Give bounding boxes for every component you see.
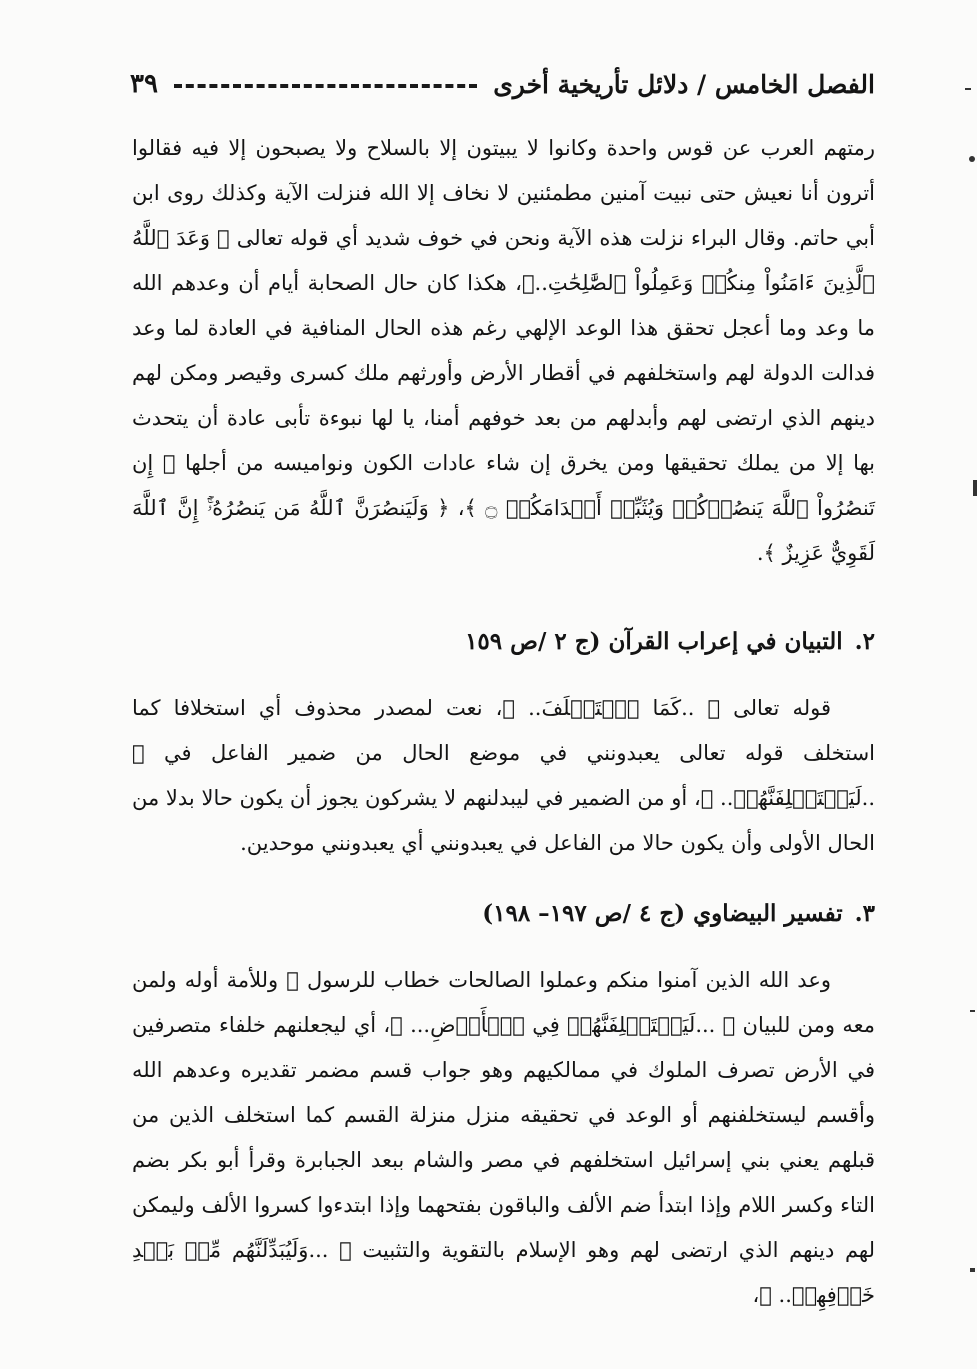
paragraph-2-text: قوله تعالى ﴿ ..كَمَا ٱسۡتَخۡلَفَ.. ﴾، نعت لمصدر محذوف أي استخلافا كما استخلف قوله تعالى يعبدونني في موضع الحال من ضمير الفاعل في ﴿ ..لَيَسۡتَخۡلِفَنَّهُمۡ.. ﴾، أو من الضمير في ليبدلنهم لا يشركون يجوز أن يكون حالا بدلا من الحال الأولى وأن يكون حالا من الفاعل في يعبدونني أي يعبدونني موحدين. <box>132 696 875 855</box>
section-2-number: ٢. <box>854 628 875 655</box>
header-dash-leader <box>174 84 477 88</box>
scan-speck <box>965 88 971 90</box>
scan-speck <box>969 156 975 162</box>
paragraph-1-text: رمتهم العرب عن قوس واحدة وكانوا لا يبيتون إلا بالسلاح ولا يصبحون إلا فيه فقالوا أترون أنا نعيش حتى نبيت آمنين مطمئنين لا نخاف إلا الله فنزلت الآية وكذلك روى ابن أبي حاتم. وقال البراء نزلت هذه الآية ونحن في خوف شديد أي قوله تعالى ﴿ وَعَدَ ٱللَّهُ ٱلَّذِينَ ءَامَنُواْ مِنكُمۡ وَعَمِلُواْ ٱلصَّٰلِحَٰتِ..﴾، هكذا كان حال الصحابة أيام أن وعدهم الله ما وعد وما أعجل تحقق هذا الوعد الإلهي رغم هذه الحال المنافية في العادة لما وعد فدالت الدولة لهم واستخلفهم في أقطار الأرض وأورثهم ملك كسرى وقيصر ومكن لهم دينهم الذي ارتضى لهم وأبدلهم من بعد خوفهم أمنا، يا لها نبوءة تأبى عادة أن يتحدث بها إلا من يملك تحقيقها ومن يخرق إن شاء عادات الكون ونواميسه من أجلها ﴿ إِن تَنصُرُواْ ٱللَّهَ يَنصُرۡكُمۡ وَيُثَبِّتۡ أَقۡدَامَكُمۡ ۝ ﴾، ﴿ وَلَيَنصُرَنَّ ٱللَّهُ مَن يَنصُرُهُۥٓۚ إِنَّ ٱللَّهَ لَقَوِيٌّ عَزِيزٌ ﴾. <box>132 136 876 565</box>
paragraph-3 <box>132 958 875 1318</box>
paragraph-3-text: وعد الله الذين آمنوا منكم وعملوا الصالحات خطاب للرسول ﷺ وللأمة أوله ولمن معه ومن للبيان ﴿ ...لَيَسۡتَخۡلِفَنَّهُمۡ فِي ٱلۡأَرۡضِ... ﴾، أي ليجعلنهم خلفاء متصرفين في الأرض تصرف الملوك في ممالكيهم وهو جواب قسم مضمر تقديره وعدهم الله وأقسم ليستخلفنهم أو الوعد في تحقيقه منزل منزلة القسم كما استخلف الذين من قبلهم يعني بني إسرائيل استخلفهم في مصر والشام ببعد الجبابرة وقرأ أبو بكر بضم التاء وكسر اللام وإذا ابتدأ ضم الألف والباقون بفتحهما وإذا ابتدءوا كسروا الألف وليمكن لهم دينهم الذي ارتضى لهم وهو الإسلام بالتقوية والتثبيت ﴿ ...وَلَيُبَدِّلَنَّهُم مِّنۢ بَعۡدِ خَوۡفِهِمۡ.. ﴾، <box>132 968 875 1307</box>
section-3-title: تفسير البيضاوي (ج ٤ /ص ١٩٧– ١٩٨) <box>482 900 843 927</box>
scan-speck <box>970 1010 975 1012</box>
scan-speck <box>973 480 977 496</box>
paragraph-1 <box>132 126 875 576</box>
section-3-number: ٣. <box>854 900 875 927</box>
section-3-heading <box>482 900 875 927</box>
page-number: ٣٩ <box>130 69 158 99</box>
section-2-heading <box>465 628 875 655</box>
section-2-title: التبيان في إعراب القرآن (ج ٢ /ص ١٥٩ <box>465 628 843 655</box>
running-header <box>130 62 875 106</box>
chapter-title: الفصل الخامس / دلائل تأريخية أخرى <box>493 69 875 99</box>
scan-speck <box>970 1268 975 1272</box>
paragraph-2 <box>132 686 875 866</box>
